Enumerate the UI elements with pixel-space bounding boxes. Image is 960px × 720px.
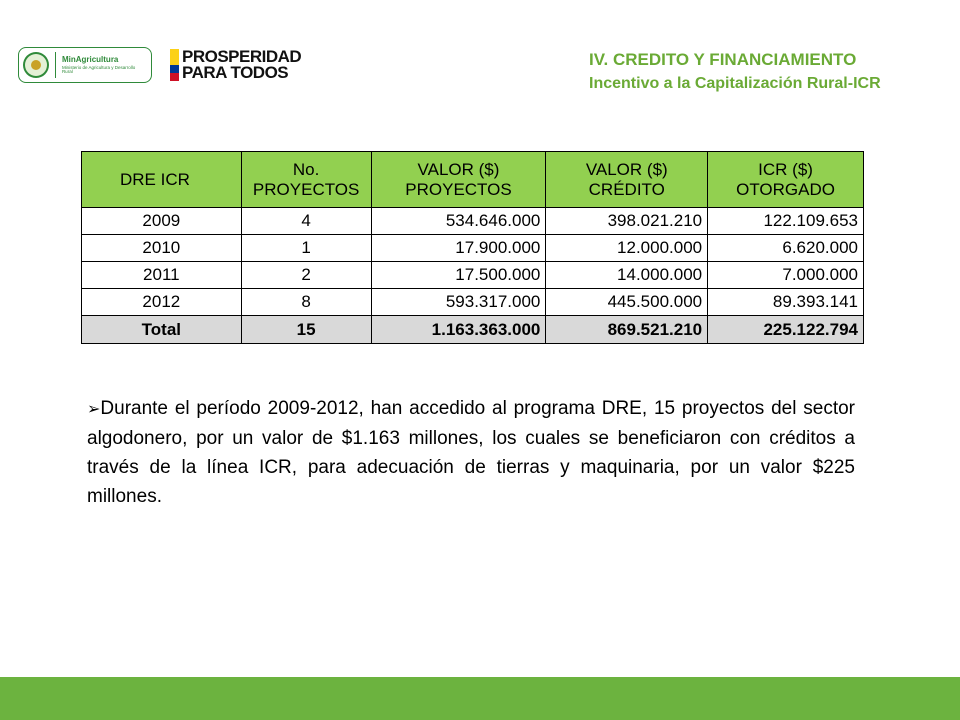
title-block	[589, 50, 881, 96]
cell-proyectos: 4	[241, 208, 371, 235]
minagri-name: MinAgricultura	[61, 54, 119, 64]
table-row	[82, 262, 864, 289]
cell-icr: 7.000.000	[708, 262, 864, 289]
cell-credito: 14.000.000	[546, 262, 708, 289]
header-valor-proyectos: VALOR ($) PROYECTOS	[371, 152, 546, 208]
total-credito: 869.521.210	[546, 316, 708, 344]
table-header-row	[82, 152, 864, 208]
prosperidad-line2: PARA TODOS	[182, 63, 289, 82]
cell-year: 2009	[82, 208, 242, 235]
cell-icr: 89.393.141	[708, 289, 864, 316]
page-title: IV. CREDITO Y FINANCIAMIENTO	[589, 50, 857, 69]
cell-proyectos: 2	[241, 262, 371, 289]
minagri-subtitle: Ministerio de Agricultura y Desarrollo Rural	[61, 64, 136, 74]
header-logos	[18, 45, 301, 85]
cell-valor: 17.500.000	[371, 262, 546, 289]
arrow-bullet-icon: ➢	[87, 401, 101, 418]
header-no-proyectos: No. PROYECTOS	[241, 152, 371, 208]
total-valor: 1.163.363.000	[371, 316, 546, 344]
prosperidad-logo	[170, 46, 302, 82]
minagricultura-logo	[18, 47, 152, 83]
cell-year: 2010	[82, 235, 242, 262]
table-row	[82, 235, 864, 262]
cell-credito: 12.000.000	[546, 235, 708, 262]
cell-credito: 445.500.000	[546, 289, 708, 316]
total-label: Total	[82, 316, 242, 344]
cell-year: 2011	[82, 262, 242, 289]
table-row	[82, 208, 864, 235]
page-subtitle: Incentivo a la Capitalización Rural-ICR	[589, 75, 881, 92]
header-valor-credito: VALOR ($) CRÉDITO	[546, 152, 708, 208]
table-total-row	[82, 316, 864, 344]
colombia-flag-icon	[170, 49, 179, 81]
summary-text: Durante el período 2009-2012, han accedido al programa DRE, 15 proyectos del sector algodonero, por un valor de $1.163 millones, los cuales se beneficiaron con créditos a través de la línea ICR, para adecuación de tierras y maquinaria, por un valor $225 millones.	[87, 398, 855, 507]
total-icr: 225.122.794	[708, 316, 864, 344]
cell-credito: 398.021.210	[546, 208, 708, 235]
coat-of-arms-icon	[23, 52, 49, 78]
footer-bar	[0, 677, 960, 720]
total-proyectos: 15	[241, 316, 371, 344]
header-icr-otorgado: ICR ($) OTORGADO	[708, 152, 864, 208]
header-dre-icr: DRE ICR	[82, 152, 242, 208]
cell-valor: 534.646.000	[371, 208, 546, 235]
cell-icr: 6.620.000	[708, 235, 864, 262]
cell-proyectos: 8	[241, 289, 371, 316]
table-row	[82, 289, 864, 316]
cell-proyectos: 1	[241, 235, 371, 262]
summary-paragraph	[87, 394, 855, 511]
cell-valor: 593.317.000	[371, 289, 546, 316]
dre-icr-table	[81, 151, 864, 344]
cell-valor: 17.900.000	[371, 235, 546, 262]
cell-year: 2012	[82, 289, 242, 316]
cell-icr: 122.109.653	[708, 208, 864, 235]
prosperidad-line1: PROSPERIDAD	[182, 46, 302, 66]
